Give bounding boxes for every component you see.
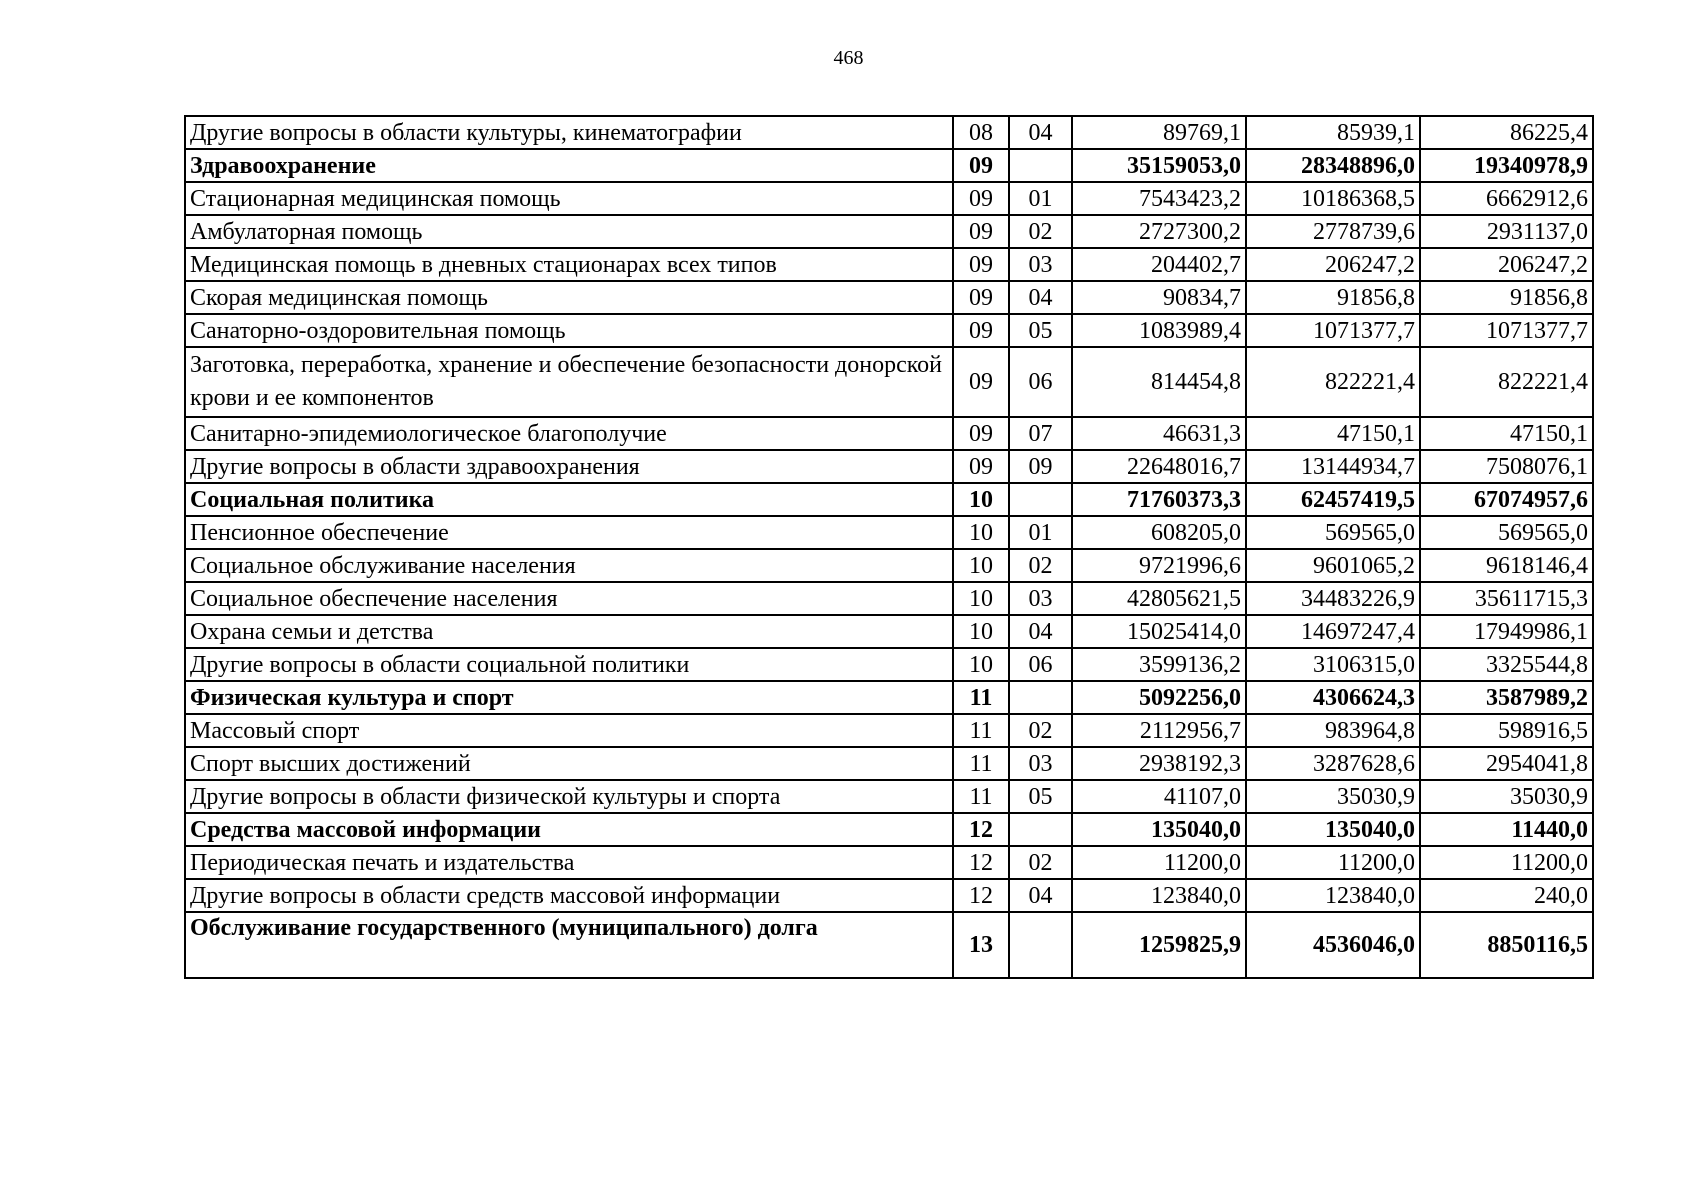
row-name-cell: Социальное обеспечение населения (185, 582, 953, 615)
row-value-2-cell: 11200,0 (1246, 846, 1420, 879)
budget-table-body (185, 116, 1593, 978)
row-value-1-cell: 22648016,7 (1072, 450, 1246, 483)
row-value-1-cell: 11200,0 (1072, 846, 1246, 879)
row-subsection-code-cell: 02 (1009, 549, 1072, 582)
row-value-2-cell: 123840,0 (1246, 879, 1420, 912)
row-section-code-cell: 09 (953, 215, 1009, 248)
table-row (185, 149, 1593, 182)
table-row (185, 846, 1593, 879)
row-value-2-cell: 822221,4 (1246, 347, 1420, 417)
row-name-cell: Санитарно-эпидемиологическое благополучие (185, 417, 953, 450)
row-name-cell: Социальная политика (185, 483, 953, 516)
row-subsection-code-cell: 04 (1009, 116, 1072, 149)
row-section-code-cell: 10 (953, 483, 1009, 516)
row-value-3-cell: 19340978,9 (1420, 149, 1593, 182)
row-section-code-cell: 09 (953, 149, 1009, 182)
row-value-2-cell: 34483226,9 (1246, 582, 1420, 615)
row-value-1-cell: 35159053,0 (1072, 149, 1246, 182)
row-value-1-cell: 5092256,0 (1072, 681, 1246, 714)
row-name-cell: Другие вопросы в области культуры, кинематографии (185, 116, 953, 149)
table-row (185, 215, 1593, 248)
table-row (185, 314, 1593, 347)
row-name-cell: Пенсионное обеспечение (185, 516, 953, 549)
table-row (185, 879, 1593, 912)
row-value-3-cell: 47150,1 (1420, 417, 1593, 450)
row-subsection-code-cell: 09 (1009, 450, 1072, 483)
row-section-code-cell: 10 (953, 549, 1009, 582)
row-name-cell: Средства массовой информации (185, 813, 953, 846)
row-value-1-cell: 1259825,9 (1072, 912, 1246, 978)
row-value-1-cell: 135040,0 (1072, 813, 1246, 846)
table-row (185, 281, 1593, 314)
row-name-cell: Санаторно-оздоровительная помощь (185, 314, 953, 347)
row-value-3-cell: 9618146,4 (1420, 549, 1593, 582)
table-row (185, 116, 1593, 149)
row-subsection-code-cell: 03 (1009, 747, 1072, 780)
row-name-cell: Спорт высших достижений (185, 747, 953, 780)
row-value-3-cell: 35611715,3 (1420, 582, 1593, 615)
table-row (185, 813, 1593, 846)
row-value-2-cell: 10186368,5 (1246, 182, 1420, 215)
row-subsection-code-cell: 02 (1009, 215, 1072, 248)
row-section-code-cell: 12 (953, 813, 1009, 846)
table-row (185, 615, 1593, 648)
row-value-3-cell: 2931137,0 (1420, 215, 1593, 248)
row-name-cell: Массовый спорт (185, 714, 953, 747)
row-subsection-code-cell: 06 (1009, 648, 1072, 681)
row-section-code-cell: 09 (953, 314, 1009, 347)
row-value-2-cell: 4306624,3 (1246, 681, 1420, 714)
row-name-cell: Другие вопросы в области социальной политики (185, 648, 953, 681)
row-name-cell: Скорая медицинская помощь (185, 281, 953, 314)
row-value-2-cell: 2778739,6 (1246, 215, 1420, 248)
row-name-cell: Стационарная медицинская помощь (185, 182, 953, 215)
row-section-code-cell: 09 (953, 347, 1009, 417)
row-subsection-code-cell: 06 (1009, 347, 1072, 417)
row-value-3-cell: 91856,8 (1420, 281, 1593, 314)
row-value-1-cell: 123840,0 (1072, 879, 1246, 912)
row-name-cell: Социальное обслуживание населения (185, 549, 953, 582)
table-row (185, 549, 1593, 582)
row-name-cell: Физическая культура и спорт (185, 681, 953, 714)
row-value-1-cell: 3599136,2 (1072, 648, 1246, 681)
row-subsection-code-cell: 05 (1009, 780, 1072, 813)
row-value-1-cell: 2938192,3 (1072, 747, 1246, 780)
row-section-code-cell: 12 (953, 846, 1009, 879)
row-name-cell: Другие вопросы в области средств массовой информации (185, 879, 953, 912)
row-section-code-cell: 09 (953, 417, 1009, 450)
row-value-2-cell: 135040,0 (1246, 813, 1420, 846)
row-section-code-cell: 11 (953, 714, 1009, 747)
row-section-code-cell: 10 (953, 615, 1009, 648)
budget-table (184, 115, 1594, 979)
row-subsection-code-cell: 01 (1009, 182, 1072, 215)
row-value-2-cell: 3106315,0 (1246, 648, 1420, 681)
row-subsection-code-cell: 05 (1009, 314, 1072, 347)
row-section-code-cell: 10 (953, 648, 1009, 681)
row-value-2-cell: 983964,8 (1246, 714, 1420, 747)
row-name-cell: Обслуживание государственного (муниципального) долга (185, 912, 953, 978)
table-row (185, 648, 1593, 681)
row-section-code-cell: 08 (953, 116, 1009, 149)
row-section-code-cell: 10 (953, 516, 1009, 549)
row-subsection-code-cell: 01 (1009, 516, 1072, 549)
row-name-cell: Другие вопросы в области здравоохранения (185, 450, 953, 483)
row-value-3-cell: 206247,2 (1420, 248, 1593, 281)
row-name-cell: Другие вопросы в области физической культуры и спорта (185, 780, 953, 813)
row-value-2-cell: 3287628,6 (1246, 747, 1420, 780)
row-section-code-cell: 11 (953, 747, 1009, 780)
row-name-cell: Здравоохранение (185, 149, 953, 182)
row-value-3-cell: 3325544,8 (1420, 648, 1593, 681)
row-value-1-cell: 90834,7 (1072, 281, 1246, 314)
row-value-2-cell: 47150,1 (1246, 417, 1420, 450)
row-section-code-cell: 12 (953, 879, 1009, 912)
page-number: 468 (833, 47, 864, 69)
row-value-2-cell: 14697247,4 (1246, 615, 1420, 648)
table-row (185, 417, 1593, 450)
row-name-cell: Медицинская помощь в дневных стационарах всех типов (185, 248, 953, 281)
row-subsection-code-cell (1009, 483, 1072, 516)
row-value-3-cell: 67074957,6 (1420, 483, 1593, 516)
row-subsection-code-cell: 03 (1009, 248, 1072, 281)
row-value-3-cell: 6662912,6 (1420, 182, 1593, 215)
row-subsection-code-cell (1009, 813, 1072, 846)
row-value-1-cell: 9721996,6 (1072, 549, 1246, 582)
row-value-1-cell: 41107,0 (1072, 780, 1246, 813)
row-value-2-cell: 9601065,2 (1246, 549, 1420, 582)
row-value-3-cell: 1071377,7 (1420, 314, 1593, 347)
row-subsection-code-cell: 07 (1009, 417, 1072, 450)
table-row (185, 182, 1593, 215)
row-name-cell: Амбулаторная помощь (185, 215, 953, 248)
row-value-2-cell: 1071377,7 (1246, 314, 1420, 347)
row-value-3-cell: 11200,0 (1420, 846, 1593, 879)
table-row (185, 780, 1593, 813)
row-section-code-cell: 09 (953, 450, 1009, 483)
row-value-2-cell: 206247,2 (1246, 248, 1420, 281)
row-value-1-cell: 7543423,2 (1072, 182, 1246, 215)
row-value-2-cell: 4536046,0 (1246, 912, 1420, 978)
table-row (185, 582, 1593, 615)
row-value-1-cell: 15025414,0 (1072, 615, 1246, 648)
row-value-1-cell: 42805621,5 (1072, 582, 1246, 615)
row-value-3-cell: 35030,9 (1420, 780, 1593, 813)
row-value-1-cell: 2112956,7 (1072, 714, 1246, 747)
table-row (185, 483, 1593, 516)
row-name-cell: Заготовка, переработка, хранение и обеспечение безопасности донорской крови и ее компонентов (185, 347, 953, 417)
row-section-code-cell: 09 (953, 182, 1009, 215)
row-value-1-cell: 89769,1 (1072, 116, 1246, 149)
row-name-cell: Периодическая печать и издательства (185, 846, 953, 879)
row-section-code-cell: 13 (953, 912, 1009, 978)
row-value-2-cell: 91856,8 (1246, 281, 1420, 314)
row-value-2-cell: 28348896,0 (1246, 149, 1420, 182)
table-row (185, 347, 1593, 417)
row-value-3-cell: 86225,4 (1420, 116, 1593, 149)
row-value-1-cell: 608205,0 (1072, 516, 1246, 549)
row-subsection-code-cell (1009, 149, 1072, 182)
row-subsection-code-cell: 02 (1009, 714, 1072, 747)
row-subsection-code-cell (1009, 681, 1072, 714)
row-section-code-cell: 11 (953, 681, 1009, 714)
table-row (185, 681, 1593, 714)
row-value-1-cell: 46631,3 (1072, 417, 1246, 450)
row-value-3-cell: 822221,4 (1420, 347, 1593, 417)
row-subsection-code-cell: 04 (1009, 879, 1072, 912)
row-value-2-cell: 569565,0 (1246, 516, 1420, 549)
row-value-2-cell: 85939,1 (1246, 116, 1420, 149)
row-value-1-cell: 814454,8 (1072, 347, 1246, 417)
row-value-2-cell: 13144934,7 (1246, 450, 1420, 483)
table-row (185, 714, 1593, 747)
table-row (185, 747, 1593, 780)
row-subsection-code-cell: 04 (1009, 615, 1072, 648)
row-value-3-cell: 569565,0 (1420, 516, 1593, 549)
row-value-3-cell: 8850116,5 (1420, 912, 1593, 978)
table-row (185, 912, 1593, 978)
row-section-code-cell: 09 (953, 248, 1009, 281)
row-section-code-cell: 09 (953, 281, 1009, 314)
row-value-3-cell: 598916,5 (1420, 714, 1593, 747)
row-value-1-cell: 1083989,4 (1072, 314, 1246, 347)
row-subsection-code-cell: 03 (1009, 582, 1072, 615)
table-row (185, 450, 1593, 483)
row-value-3-cell: 11440,0 (1420, 813, 1593, 846)
row-value-3-cell: 7508076,1 (1420, 450, 1593, 483)
table-row (185, 248, 1593, 281)
row-value-2-cell: 35030,9 (1246, 780, 1420, 813)
row-value-3-cell: 240,0 (1420, 879, 1593, 912)
table-row (185, 516, 1593, 549)
row-value-3-cell: 17949986,1 (1420, 615, 1593, 648)
row-value-3-cell: 2954041,8 (1420, 747, 1593, 780)
row-subsection-code-cell: 02 (1009, 846, 1072, 879)
row-value-1-cell: 204402,7 (1072, 248, 1246, 281)
row-value-1-cell: 2727300,2 (1072, 215, 1246, 248)
row-value-1-cell: 71760373,3 (1072, 483, 1246, 516)
row-value-2-cell: 62457419,5 (1246, 483, 1420, 516)
row-name-cell: Охрана семьи и детства (185, 615, 953, 648)
row-section-code-cell: 11 (953, 780, 1009, 813)
row-subsection-code-cell (1009, 912, 1072, 978)
row-section-code-cell: 10 (953, 582, 1009, 615)
row-subsection-code-cell: 04 (1009, 281, 1072, 314)
row-value-3-cell: 3587989,2 (1420, 681, 1593, 714)
